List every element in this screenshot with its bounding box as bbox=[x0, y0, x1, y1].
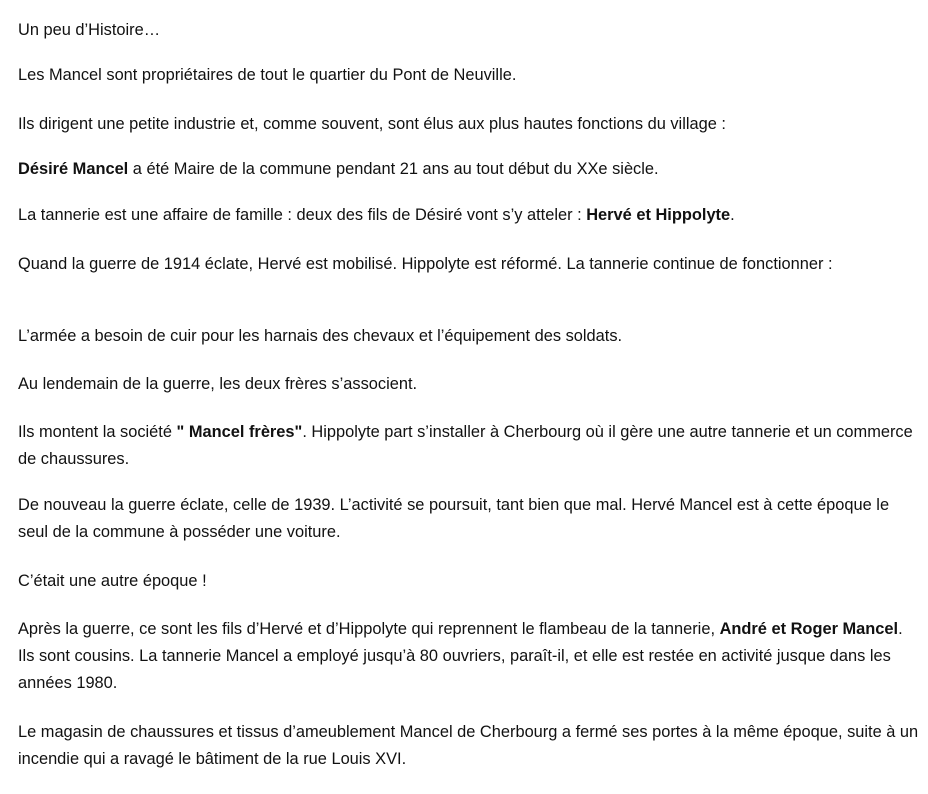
paragraph bbox=[18, 251, 923, 278]
paragraph bbox=[18, 719, 923, 773]
text-segment: . Ils sont cousins. La tannerie Mancel a employé jusqu’à 80 ouvriers, paraît-il, et elle est restée en activité jusque dans les années 1980. bbox=[18, 620, 903, 692]
text-segment: . bbox=[730, 206, 735, 224]
bold-name: Hervé et Hippolyte bbox=[586, 206, 731, 224]
text-segment: Quand la guerre de 1914 éclate, Hervé est mobilisé. Hippolyte est réformé. La tannerie continue de fonctionner : bbox=[18, 255, 833, 273]
text-segment: Au lendemain de la guerre, les deux frères s’associent. bbox=[18, 375, 418, 393]
paragraph bbox=[18, 371, 923, 398]
paragraph bbox=[18, 111, 923, 138]
bold-company-name: " Mancel frères" bbox=[176, 423, 303, 441]
text-segment: a été Maire de la commune pendant 21 ans au tout début du XXe siècle. bbox=[128, 160, 659, 178]
bold-name: André et Roger Mancel bbox=[719, 620, 899, 638]
bold-name: Désiré Mancel bbox=[18, 160, 129, 178]
paragraph bbox=[18, 156, 923, 183]
text-segment: Le magasin de chaussures et tissus d’ameublement Mancel de Cherbourg a fermé ses portes à la même époque, suite à un incendie qui a ravagé le bâtiment de la rue Louis XVI. bbox=[18, 723, 919, 768]
paragraph bbox=[18, 492, 923, 546]
paragraph bbox=[18, 419, 923, 473]
paragraph-title bbox=[18, 17, 923, 44]
text-segment: La tannerie est une affaire de famille : deux des fils de Désiré vont s’y atteler : bbox=[18, 206, 587, 224]
text-segment: Ils montent la société bbox=[18, 423, 177, 441]
text-segment: Les Mancel sont propriétaires de tout le quartier du Pont de Neuville. bbox=[18, 66, 517, 84]
paragraph bbox=[18, 616, 923, 697]
text-segment: Ils dirigent une petite industrie et, comme souvent, sont élus aux plus hautes fonctions du village : bbox=[18, 115, 726, 133]
text-segment: C’était une autre époque ! bbox=[18, 572, 207, 590]
paragraph bbox=[18, 568, 923, 595]
text-segment: Après la guerre, ce sont les fils d’Hervé et d’Hippolyte qui reprennent le flambeau de la tannerie, bbox=[18, 620, 720, 638]
text-segment: L’armée a besoin de cuir pour les harnais des chevaux et l’équipement des soldats. bbox=[18, 327, 623, 345]
paragraph bbox=[18, 62, 923, 89]
paragraph bbox=[18, 323, 923, 350]
paragraph bbox=[18, 202, 923, 229]
text-segment: Un peu d’Histoire… bbox=[18, 21, 161, 39]
text-segment: De nouveau la guerre éclate, celle de 1939. L’activité se poursuit, tant bien que mal. Hervé Mancel est à cette époque le seul de la commune à posséder une voiture. bbox=[18, 496, 890, 541]
text-segment: . Hippolyte part s’installer à Cherbourg où il gère une autre tannerie et un commerce de chaussures. bbox=[18, 423, 913, 468]
